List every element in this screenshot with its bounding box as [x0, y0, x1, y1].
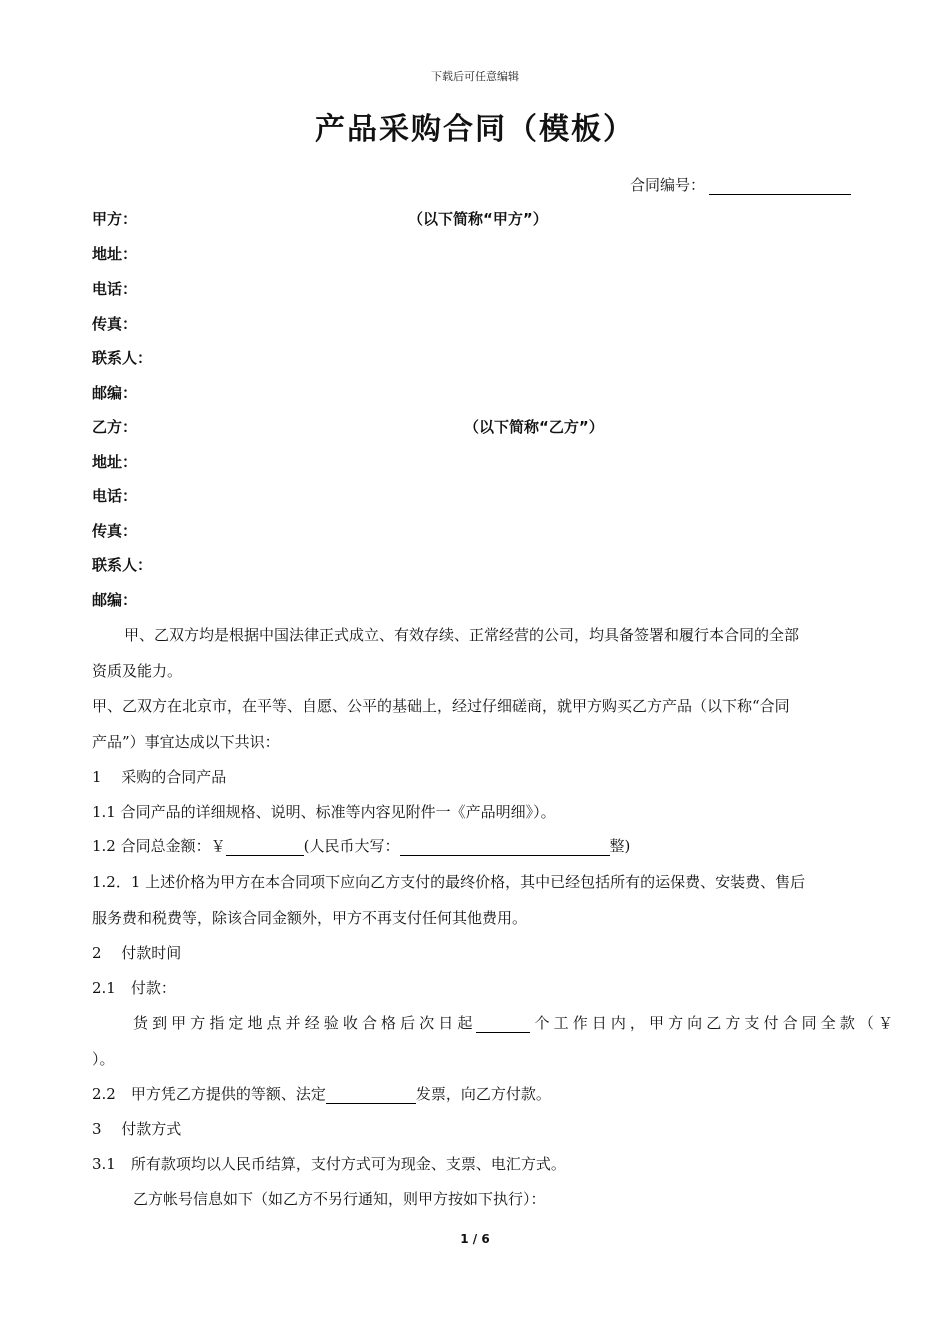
clause-1-2-mid: (人民币大写： — [303, 837, 400, 855]
account-info-intro: 乙方帐号信息如下（如乙方不另行通知，则甲方按如下执行）： — [133, 1190, 546, 1208]
party-a-alias: （以下简称“甲方”） — [408, 210, 548, 228]
amount-in-words-blank[interactable] — [400, 840, 610, 856]
clause-2-2-prefix: 2.2 甲方凭乙方提供的等额、法定 — [92, 1085, 326, 1103]
party-b-phone-label: 电话： — [92, 487, 138, 505]
contract-number-label: 合同编号： — [630, 176, 706, 194]
party-b-name-label: 乙方： — [92, 418, 138, 436]
party-a-address-label: 地址： — [92, 245, 138, 263]
clause-1-1: 1.1 合同产品的详细规格、说明、标准等内容见附件一《产品明细》）。 — [92, 803, 556, 821]
party-b-address-label: 地址： — [92, 453, 138, 471]
party-b-postcode-label: 邮编： — [92, 591, 138, 609]
clause-2-1-body-end: ）。 — [92, 1050, 115, 1068]
party-b-alias: （以下简称“乙方”） — [464, 418, 604, 436]
contract-number — [630, 174, 851, 195]
party-a-name-label: 甲方： — [92, 210, 138, 228]
party-a-phone-label: 电话： — [92, 280, 138, 298]
invoice-type-blank[interactable] — [326, 1088, 416, 1104]
section-1-heading: 1 采购的合同产品 — [92, 768, 227, 786]
total-amount-blank[interactable] — [226, 840, 304, 856]
clause-3-1: 3.1 所有款项均以人民币结算，支付方式可为现金、支票、电汇方式。 — [92, 1155, 566, 1173]
party-b-contact-label: 联系人： — [92, 556, 153, 574]
intro-paragraph-1-line-1: 甲、乙双方均是根据中国法律正式成立、有效存续、正常经营的公司，均具备签署和履行本合同的全部 — [124, 626, 800, 644]
section-3-heading: 3 付款方式 — [92, 1120, 182, 1138]
intro-paragraph-2-line-1: 甲、乙双方在北京市，在平等、自愿、公平的基础上，经过仔细磋商，就甲方购买乙方产品（以下称“合同 — [92, 697, 790, 715]
clause-1-2 — [92, 835, 892, 856]
clause-1-2-1-line-1: 1.2．1 上述价格为甲方在本合同项下应向乙方支付的最终价格，其中已经包括所有的运保费、安装费、售后 — [92, 873, 806, 891]
clause-2-1-body-suffix: 个工作日内，甲方向乙方支付合同全款（￥ — [530, 1014, 893, 1032]
header-note: 下载后可任意编辑 — [431, 70, 519, 83]
page-number: 1 / 6 — [460, 1232, 490, 1246]
clause-1-2-suffix: 整) — [609, 837, 631, 855]
working-days-blank[interactable] — [476, 1017, 530, 1033]
intro-paragraph-1-line-2: 资质及能力。 — [92, 662, 183, 680]
party-a-contact-label: 联系人： — [92, 349, 153, 367]
clause-1-2-1-line-2: 服务费和税费等，除该合同金额外，甲方不再支付任何其他费用。 — [92, 909, 528, 927]
clause-2-1-body-prefix: 货到甲方指定地点并经验收合格后次日起 — [133, 1014, 477, 1032]
party-a-postcode-label: 邮编： — [92, 384, 138, 402]
clause-2-1-body — [133, 1012, 893, 1033]
contract-number-blank[interactable] — [709, 179, 851, 195]
document-title: 产品采购合同（模板） — [315, 112, 635, 147]
party-b-fax-label: 传真： — [92, 522, 138, 540]
clause-1-2-prefix: 1.2 合同总金额： — [92, 837, 211, 855]
party-a-fax-label: 传真： — [92, 315, 138, 333]
section-2-heading: 2 付款时间 — [92, 944, 182, 962]
clause-2-2-suffix: 发票，向乙方付款。 — [415, 1085, 551, 1103]
clause-2-2 — [92, 1083, 892, 1104]
intro-paragraph-2-line-2: 产品”）事宜达成以下共识： — [92, 733, 280, 751]
clause-2-1: 2.1 付款： — [92, 979, 176, 997]
currency-symbol: ￥ — [210, 837, 226, 855]
